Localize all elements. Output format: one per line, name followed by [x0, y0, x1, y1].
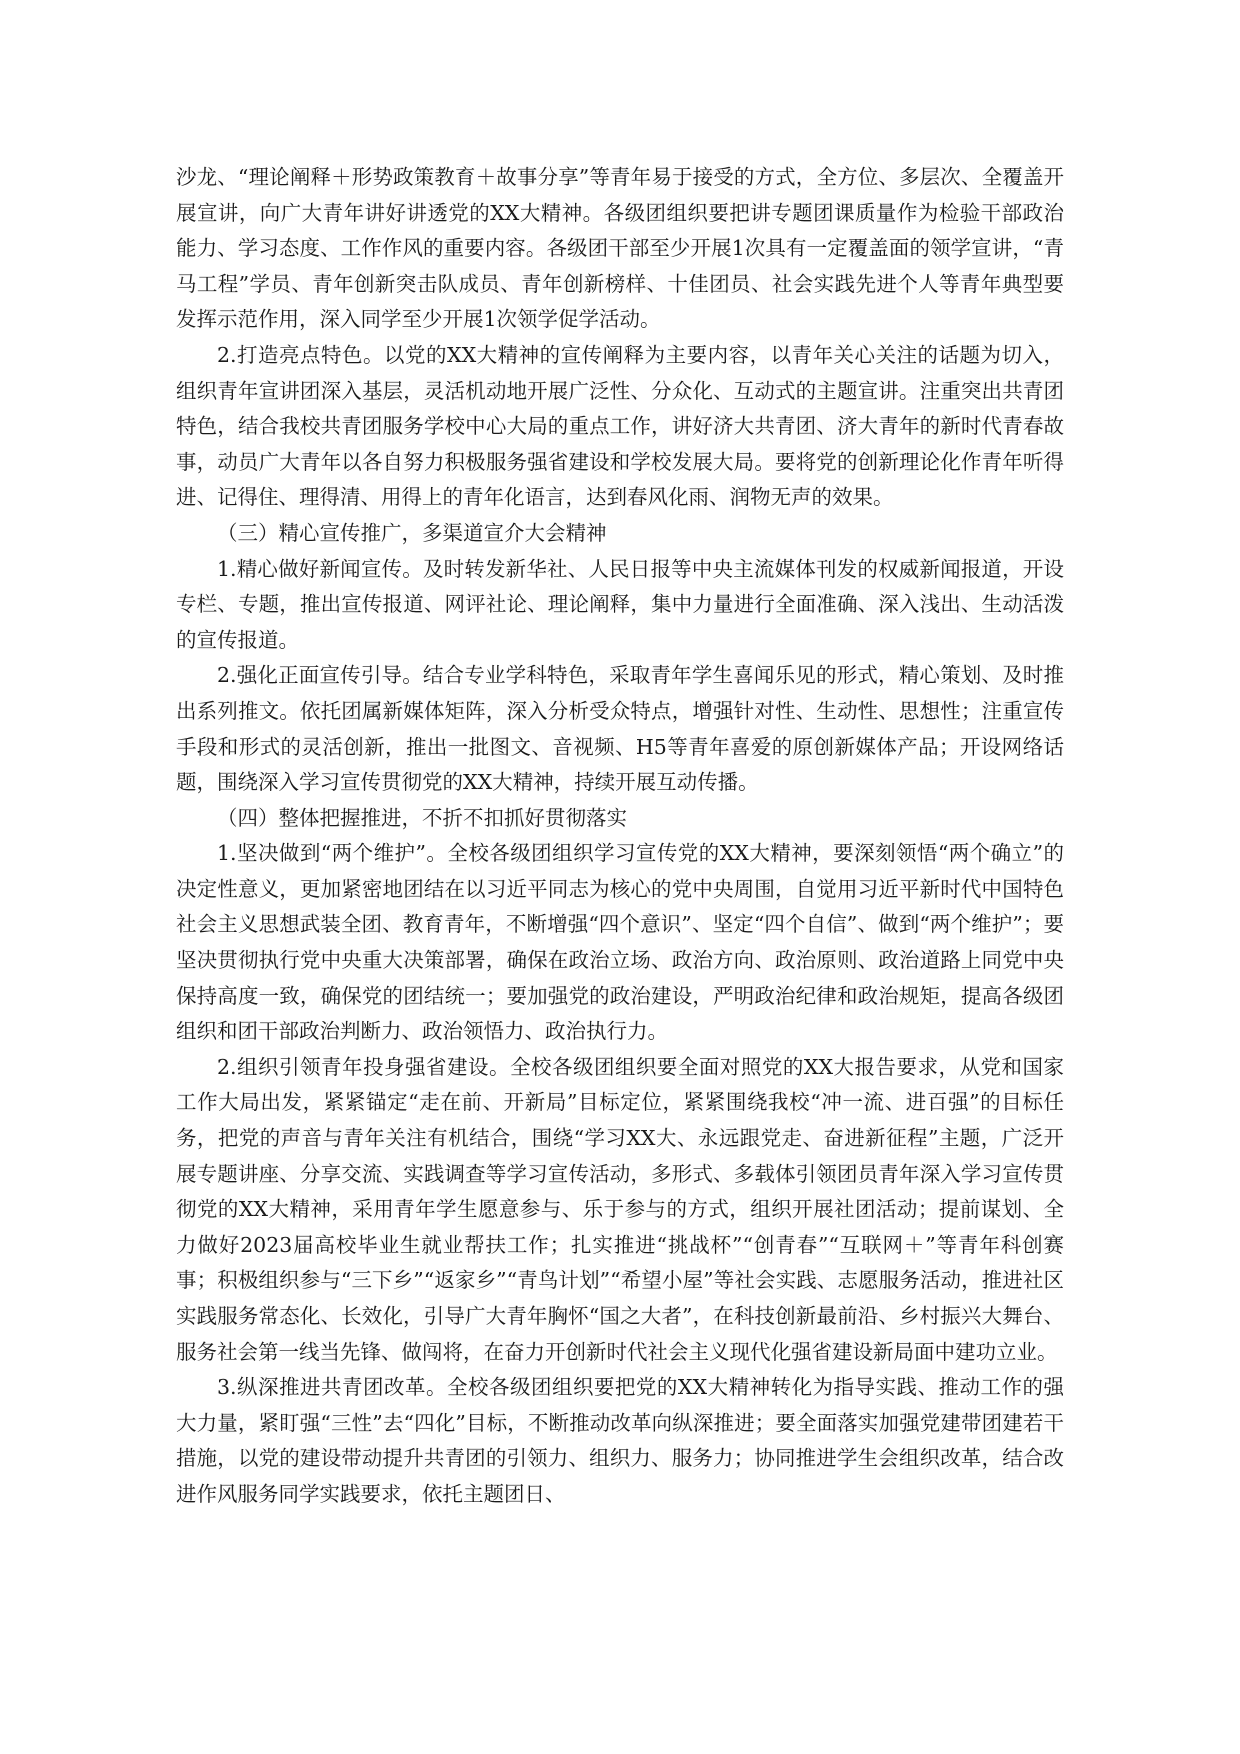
paragraph-continuation: 沙龙、“理论阐释＋形势政策教育＋故事分享”等青年易于接受的方式，全方位、多层次、全覆盖开展宣讲，向广大青年讲好讲透党的XX大精神。各级团组织要把讲专题团课质量作为检验干部政治能力、学习态度、工作作风的重要内容。各级团干部至少开展1次具有一定覆盖面的领学宣讲，“青马工程”学员、青年创新突击队成员、青年创新榜样、十佳团员、社会实践先进个人等青年典型要发挥示范作用，深入同学至少开展1次领学促学活动。: [176, 165, 1064, 332]
paragraph-league-reform: 3.纵深推进共青团改革。全校各级团组织要把党的XX大精神转化为指导实践、推动工作的强大力量，紧盯强“三性”去“四化”目标，不断推动改革向纵深推进；要全面落实加强党建带团建若干措施，以党的建设带动提升共青团的引领力、组织力、服务力；协同推进学生会组织改革，结合改进作风服务同学实践要求，依托主题团日、: [176, 1375, 1064, 1506]
document-page: [176, 160, 1064, 1513]
section-heading-4: （四）整体把握推进，不折不扣抓好贯彻落实: [217, 805, 627, 830]
paragraph-youth-engagement: 2.组织引领青年投身强省建设。全校各级团组织要全面对照党的XX大报告要求，从党和国家工作大局出发，紧紧锚定“走在前、开新局”目标定位，紧紧围绕我校“冲一流、进百强”的目标任务，把党的声音与青年关注有机结合，围绕“学习XX大、永远跟党走、奋进新征程”主题，广泛开展专题讲座、分享交流、实践调查等学习宣传活动，多形式、多载体引领团员青年深入学习宣传贯彻党的XX大精神，采用青年学生愿意参与、乐于参与的方式，组织开展社团活动；提前谋划、全力做好2023届高校毕业生就业帮扶工作；扎实推进“挑战杯”“创青春”“互联网＋”等青年科创赛事；积极组织参与“三下乡”“返家乡”“青鸟计划”“希望小屋”等社会实践、志愿服务活动，推进社区实践服务常态化、长效化，引导广大青年胸怀“国之大者”，在科技创新最前沿、乡村振兴大舞台、服务社会第一线当先锋、做闯将，在奋力开创新时代社会主义现代化强省建设新局面中建功立业。: [176, 1054, 1064, 1364]
paragraph-positive-guidance: 2.强化正面宣传引导。结合专业学科特色，采取青年学生喜闻乐见的形式，精心策划、及时推出系列推文。依托团属新媒体矩阵，深入分析受众特点，增强针对性、生动性、思想性；注重宣传手段和形式的灵活创新，推出一批图文、音视频、H5等青年喜爱的原创新媒体产品；开设网络话题，围绕深入学习宣传贯彻党的XX大精神，持续开展互动传播。: [176, 663, 1064, 795]
paragraph-two-safeguards: 1.坚决做到“两个维护”。全校各级团组织学习宣传党的XX大精神，要深刻领悟“两个确立”的决定性意义，更加紧密地团结在以习近平同志为核心的党中央周围，自觉用习近平新时代中国特色社会主义思想武装全团、教育青年，不断增强“四个意识”、坚定“四个自信”、做到“两个维护”；要坚决贯彻执行党中央重大决策部署，确保在政治立场、政治方向、政治原则、政治道路上同党中央保持高度一致，确保党的团结统一；要加强党的政治建设，严明政治纪律和政治规矩，提高各级团组织和团干部政治判断力、政治领悟力、政治执行力。: [176, 841, 1064, 1044]
paragraph-highlight-features: 2.打造亮点特色。以党的XX大精神的宣传阐释为主要内容，以青年关心关注的话题为切入，组织青年宣讲团深入基层，灵活机动地开展广泛性、分众化、互动式的主题宣讲。注重突出共青团特色，结合我校共青团服务学校中心大局的重点工作，讲好济大共青团、济大青年的新时代青春故事，动员广大青年以各自努力积极服务强省建设和学校发展大局。要将党的创新理论化作青年听得进、记得住、理得清、用得上的青年化语言，达到春风化雨、润物无声的效果。: [176, 342, 1064, 510]
paragraph-news-publicity: 1.精心做好新闻宣传。及时转发新华社、人民日报等中央主流媒体刊发的权威新闻报道，开设专栏、专题，推出宣传报道、网评社论、理论阐释，集中力量进行全面准确、深入浅出、生动活泼的宣传报道。: [176, 556, 1064, 652]
section-heading-3: （三）精心宣传推广，多渠道宣介大会精神: [217, 520, 607, 545]
